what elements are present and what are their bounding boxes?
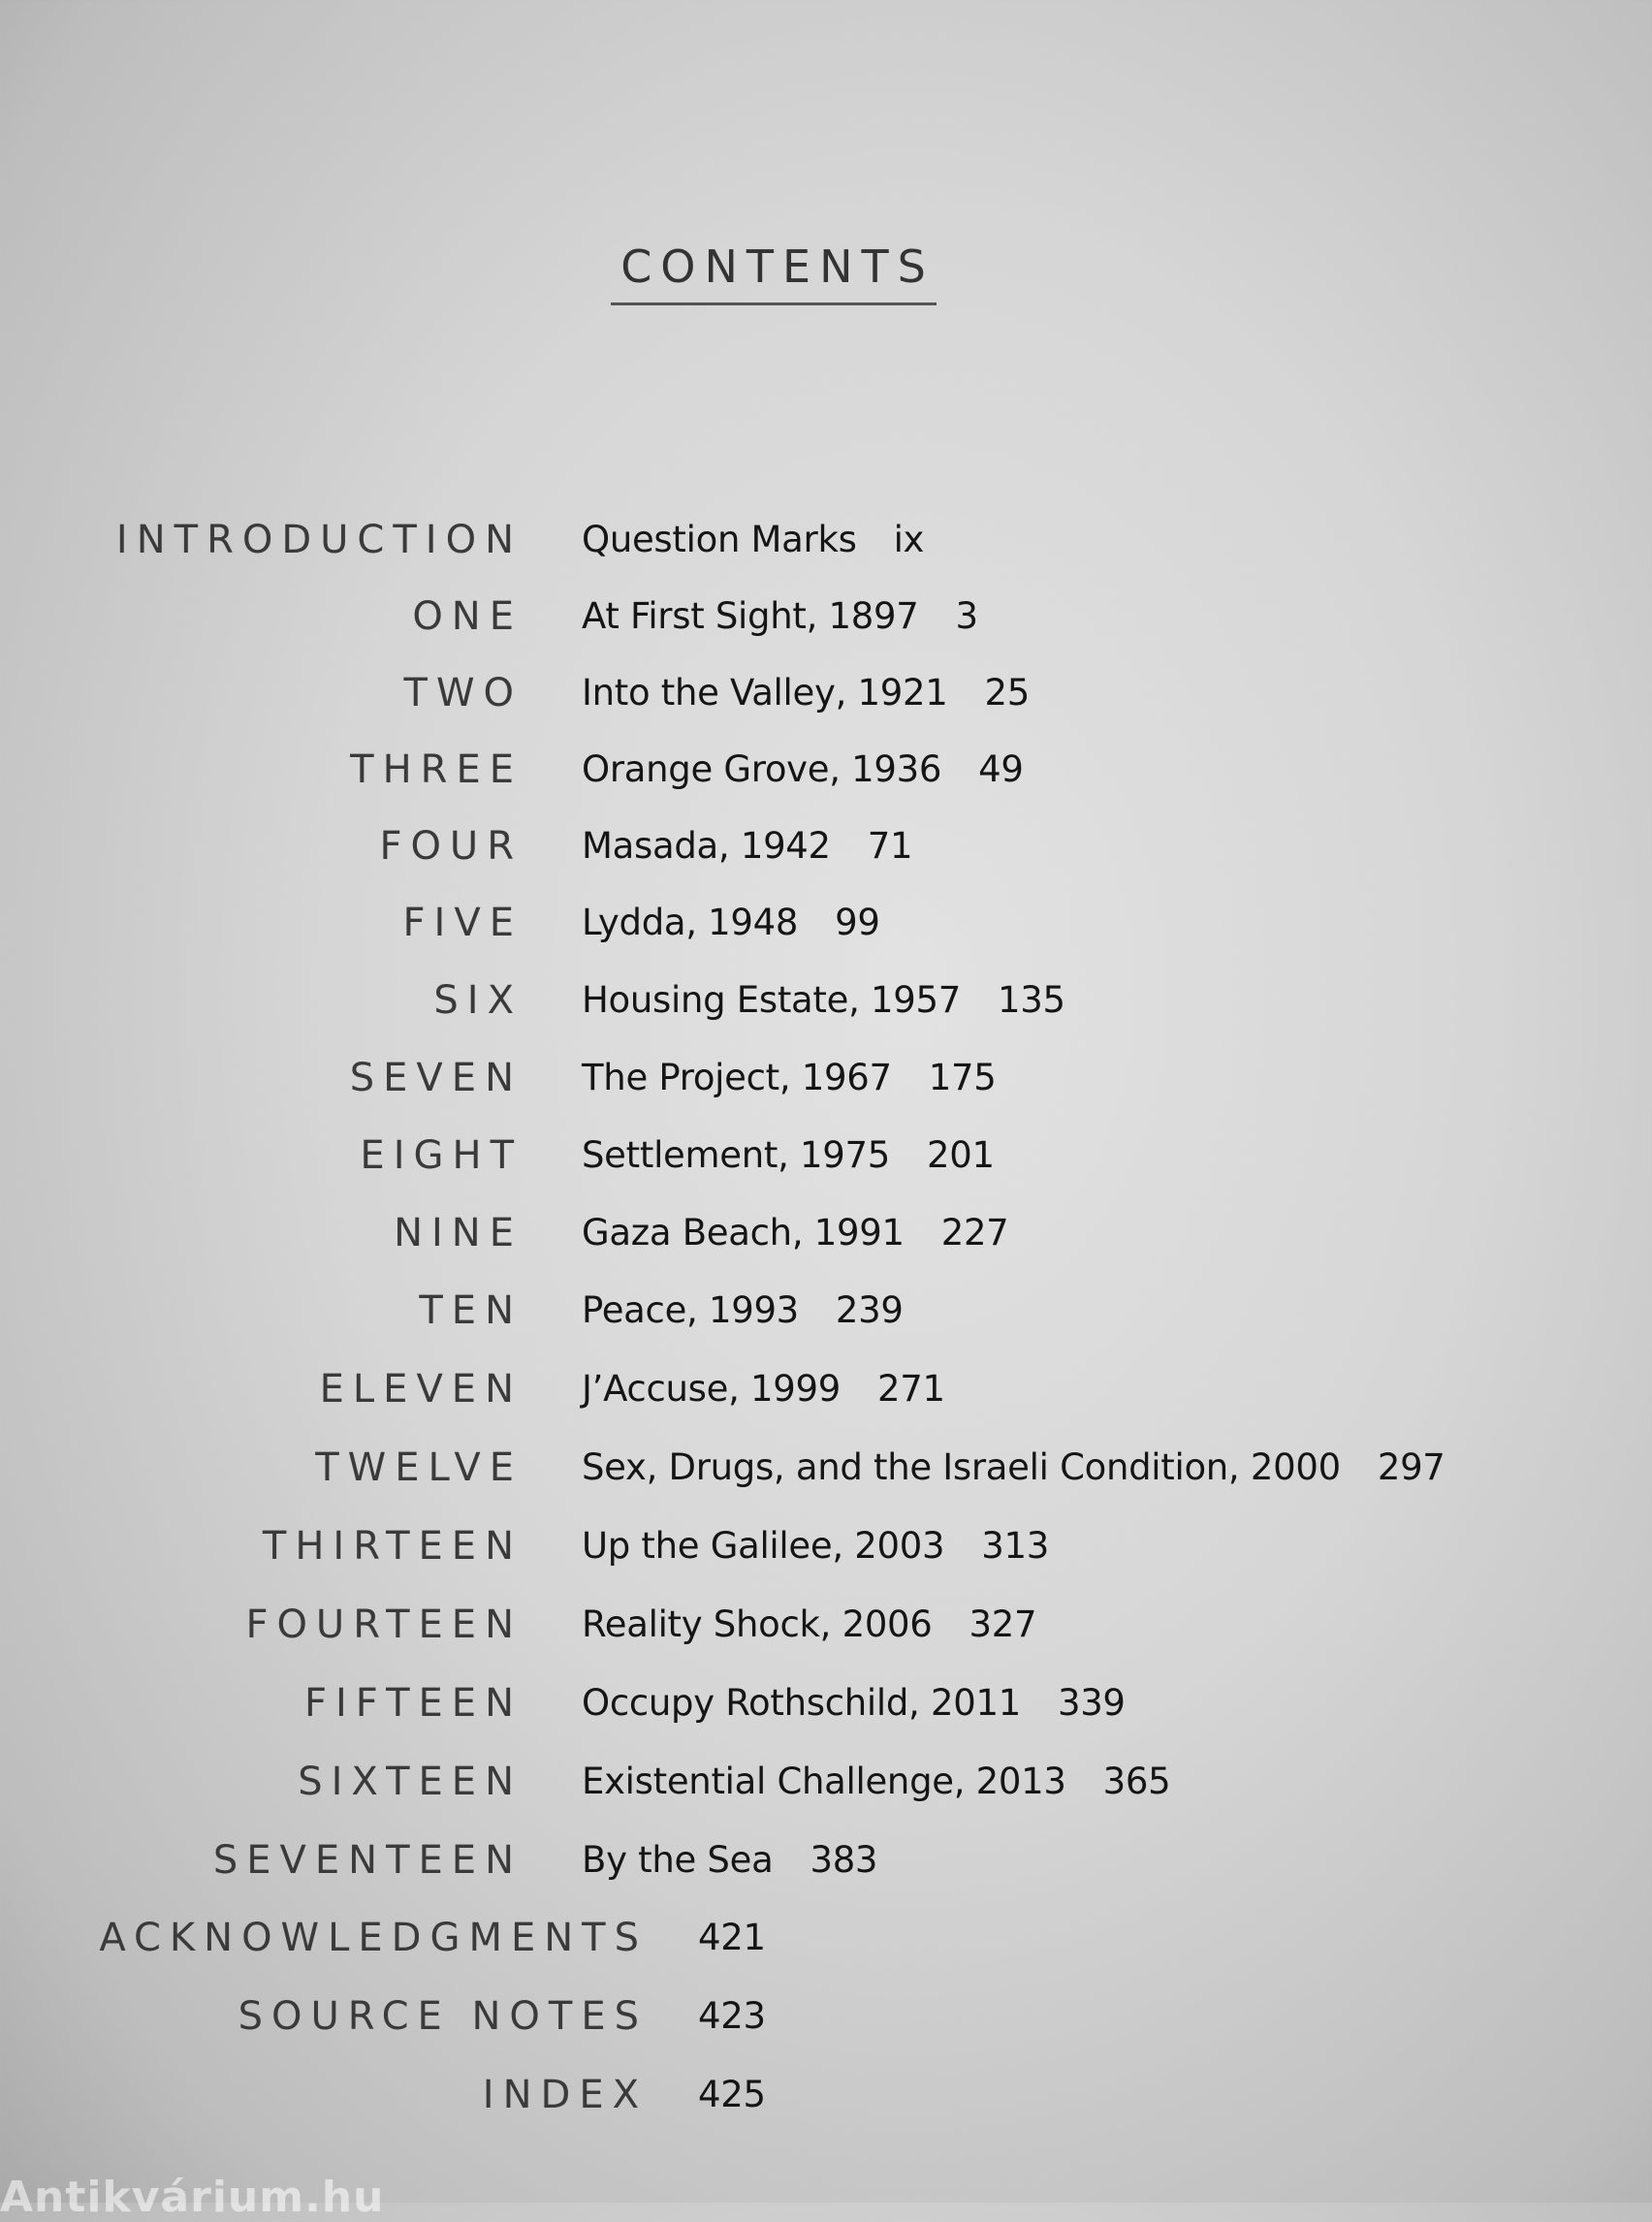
chapter-title-text: Peace, 1993 bbox=[582, 1289, 799, 1331]
toc-entry bbox=[0, 1517, 1652, 1575]
back-matter-label: ACKNOWLEDGMENTS bbox=[99, 1916, 648, 1960]
chapter-title-text: Housing Estate, 1957 bbox=[582, 979, 961, 1021]
chapter-label: TEN bbox=[419, 1288, 523, 1333]
toc-entry bbox=[0, 1674, 1652, 1732]
chapter-title-text: Sex, Drugs, and the Israeli Condition, 2000 bbox=[582, 1446, 1341, 1488]
chapter-label: THREE bbox=[350, 747, 523, 792]
toc-entry bbox=[0, 1831, 1652, 1889]
chapter-label: FIVE bbox=[402, 901, 523, 945]
chapter-title-text: Occupy Rothschild, 2011 bbox=[582, 1682, 1021, 1724]
chapter-page-number: 327 bbox=[969, 1603, 1037, 1645]
toc-entry bbox=[0, 511, 1652, 569]
toc-entry bbox=[0, 1204, 1652, 1262]
chapter-label: FOURTEEN bbox=[245, 1603, 523, 1647]
chapter-page-number: 99 bbox=[835, 902, 880, 943]
chapter-title bbox=[582, 1674, 1126, 1732]
chapter-title-text: By the Sea bbox=[582, 1839, 774, 1881]
toc-entry bbox=[0, 817, 1652, 875]
chapter-title-text: Up the Galilee, 2003 bbox=[582, 1525, 945, 1567]
toc-entry bbox=[0, 1282, 1652, 1340]
chapter-page-number: 297 bbox=[1377, 1446, 1446, 1488]
chapter-page-number: 175 bbox=[928, 1057, 997, 1098]
toc-entry bbox=[0, 1439, 1652, 1497]
toc-entry bbox=[0, 1127, 1652, 1185]
chapter-label: FOUR bbox=[379, 824, 523, 869]
chapter-title bbox=[582, 1831, 877, 1889]
chapter-page-number: 239 bbox=[835, 1289, 904, 1331]
chapter-title bbox=[582, 1596, 1036, 1654]
chapter-page-number: 3 bbox=[955, 595, 978, 637]
chapter-title bbox=[582, 1049, 997, 1107]
chapter-page-number: ix bbox=[893, 519, 925, 560]
chapter-title bbox=[582, 1127, 995, 1185]
back-matter-page-number: 423 bbox=[698, 1995, 766, 2037]
toc-entry bbox=[0, 1753, 1652, 1811]
chapter-title-text: The Project, 1967 bbox=[582, 1057, 892, 1098]
chapter-page-number: 313 bbox=[981, 1525, 1049, 1567]
chapter-title bbox=[582, 971, 1065, 1030]
chapter-title-text: At First Sight, 1897 bbox=[582, 595, 919, 637]
back-matter-page-number: 421 bbox=[698, 1917, 766, 1958]
back-matter-page-number: 425 bbox=[698, 2074, 766, 2115]
toc-entry bbox=[0, 1360, 1652, 1418]
chapter-title-text: Lydda, 1948 bbox=[582, 902, 799, 943]
toc-entry bbox=[0, 1596, 1652, 1654]
chapter-label: SIX bbox=[433, 978, 523, 1023]
chapter-title-text: Existential Challenge, 2013 bbox=[582, 1761, 1066, 1802]
chapter-title-text: Question Marks bbox=[582, 519, 857, 560]
chapter-title bbox=[582, 511, 924, 569]
chapter-title bbox=[582, 1360, 945, 1418]
toc-entry bbox=[0, 741, 1652, 799]
toc-entry bbox=[0, 587, 1652, 646]
back-matter-entry bbox=[0, 1987, 1652, 2046]
chapter-label: SEVEN bbox=[349, 1056, 523, 1100]
chapter-label: TWO bbox=[403, 671, 523, 715]
back-matter-label: INDEX bbox=[482, 2073, 648, 2117]
chapter-title bbox=[582, 741, 1024, 799]
chapter-title-text: Settlement, 1975 bbox=[582, 1134, 890, 1176]
toc-entry bbox=[0, 1049, 1652, 1107]
chapter-label: TWELVE bbox=[315, 1445, 523, 1490]
chapter-title bbox=[582, 1282, 904, 1340]
back-matter-entry bbox=[0, 1909, 1652, 1967]
toc-entry bbox=[0, 971, 1652, 1030]
chapter-label: INTRODUCTION bbox=[115, 518, 523, 562]
chapter-page-number: 25 bbox=[984, 672, 1030, 714]
chapter-title-text: Gaza Beach, 1991 bbox=[582, 1212, 905, 1254]
chapter-label: NINE bbox=[394, 1211, 523, 1255]
chapter-label: SEVENTEEN bbox=[212, 1838, 523, 1883]
chapter-page-number: 49 bbox=[978, 748, 1024, 790]
chapter-title-text: Masada, 1942 bbox=[582, 825, 831, 867]
chapter-page-number: 383 bbox=[810, 1839, 878, 1881]
chapter-label: ONE bbox=[412, 594, 523, 639]
back-matter-entry bbox=[0, 2066, 1652, 2124]
chapter-page-number: 71 bbox=[867, 825, 913, 867]
chapter-label: THIRTEEN bbox=[262, 1524, 523, 1569]
chapter-page-number: 201 bbox=[926, 1134, 995, 1176]
chapter-page-number: 271 bbox=[877, 1368, 945, 1410]
chapter-label: EIGHT bbox=[360, 1133, 523, 1178]
chapter-page-number: 227 bbox=[940, 1212, 1009, 1254]
chapter-title bbox=[582, 1204, 1008, 1262]
chapter-title bbox=[582, 1439, 1446, 1497]
contents-heading-text: CONTENTS bbox=[611, 240, 937, 305]
chapter-title bbox=[582, 817, 912, 875]
toc-entry bbox=[0, 894, 1652, 952]
chapter-page-number: 135 bbox=[997, 979, 1065, 1021]
chapter-title-text: Into the Valley, 1921 bbox=[582, 672, 948, 714]
chapter-title-text: Orange Grove, 1936 bbox=[582, 748, 942, 790]
chapter-label: ELEVEN bbox=[319, 1367, 523, 1412]
chapter-label: SIXTEEN bbox=[298, 1760, 523, 1804]
contents-heading bbox=[0, 240, 1547, 305]
chapter-title-text: Reality Shock, 2006 bbox=[582, 1603, 933, 1645]
chapter-page-number: 365 bbox=[1102, 1761, 1171, 1802]
chapter-page-number: 339 bbox=[1057, 1682, 1126, 1724]
chapter-title bbox=[582, 587, 978, 646]
chapter-title bbox=[582, 1753, 1170, 1811]
chapter-title bbox=[582, 1517, 1049, 1575]
chapter-title bbox=[582, 894, 880, 952]
chapter-title-text: J’Accuse, 1999 bbox=[582, 1368, 841, 1410]
chapter-title bbox=[582, 664, 1030, 722]
back-matter-label: SOURCE NOTES bbox=[238, 1994, 648, 2039]
chapter-label: FIFTEEN bbox=[303, 1681, 523, 1726]
watermark: Antikvárium.hu bbox=[0, 2173, 385, 2222]
toc-entry bbox=[0, 664, 1652, 722]
